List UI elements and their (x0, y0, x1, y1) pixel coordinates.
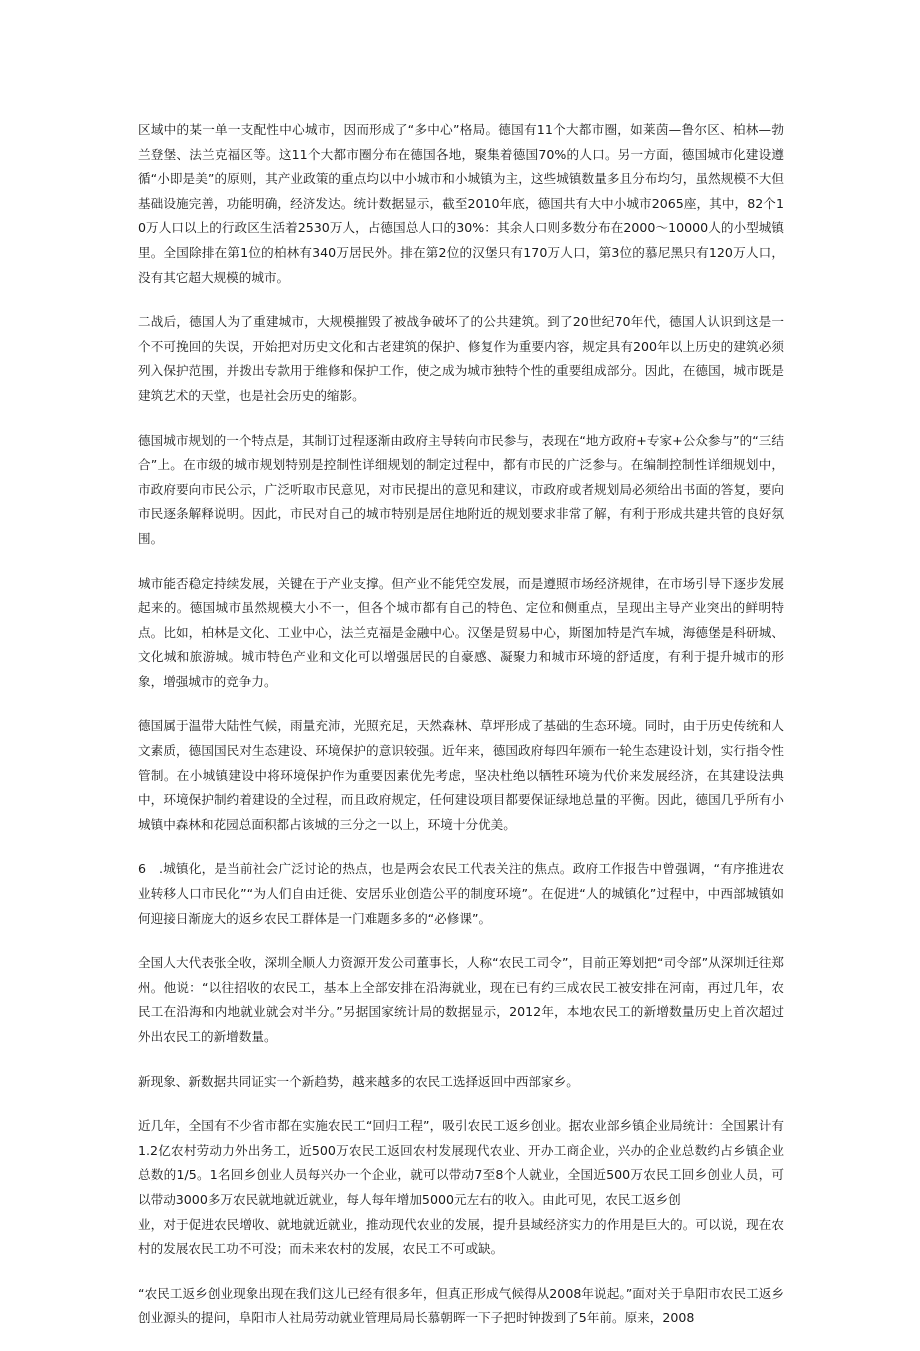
paragraph-urban-planning: 德国城市规划的一个特点是，其制订过程逐渐由政府主导转向市民参与，表现在“地方政府+专家+公众参与”的“三结合”上。在市级的城市规划特别是控制性详细规划的制定过程中，都有市民的广泛参与。在编制控制性详细规划中，市政府要向市民公示，广泛听取市民意见，对市民提出的意见和建议，市政府或者规划局必须给出书面的答复，要向市民逐条解释说明。因此，市民对自己的城市特别是居住地附近的规划要求非常了解，有利于形成共建共管的良好氛围。 (138, 432, 784, 546)
paragraph-new-trend: 新现象、新数据共同证实一个新趋势，越来越多的农民工选择返回中西部家乡。 (138, 1073, 579, 1089)
paragraph-fuyang: “农民工返乡创业现象出现在我们这儿已经有很多年，但真正形成气候得从2008年说起。”面对关于阜阳市农民工返乡创业源头的提问，阜阳市人社局劳动就业管理局局长慕朝晖一下子把时钟拨到了5年前。原来，2008 (138, 1285, 784, 1326)
paragraph-industry-support: 城市能否稳定持续发展，关键在于产业支撑。但产业不能凭空发展，而是遵照市场经济规律，在市场引导下逐步发展起来的。德国城市虽然规模大小不一，但各个城市都有自己的特色、定位和侧重点，呈现出主导产业突出的鲜明特点。比如，柏林是文化、工业中心，法兰克福是金融中心。汉堡是贸易中心，斯图加特是汽车城，海德堡是科研城、文化城和旅游城。城市特色产业和文化可以增强居民的自豪感、凝聚力和城市环境的舒适度，有利于提升城市的形象，增强城市的竞争力。 (138, 575, 784, 689)
paragraph-return-project: 近几年，全国有不少省市都在实施农民工“回归工程”，吸引农民工返乡创业。据农业部乡镇企业局统计：全国累计有1.2亿农村劳动力外出务工，近500万农民工返回农村发展现代农业、开办工商企业，兴办的企业总数约占乡镇企业总数的1/5。1名回乡创业人员每兴办一个企业，就可以带动7至8个人就业，全国近500万农民工回乡创业人员，可以带动3000多万农民就地就近就业，每人每年增加5000元左右的收入。由此可见，农民工返乡创 业，对于促进农民增收、就地就近就业，推动现代农业的发展，提升县域经济实力的作用是巨大的。可以说，现在农村的发展农民工功不可没；而未来农村的发展，农民工不可或缺。 (138, 1118, 784, 1257)
paragraph-postwar-preservation: 二战后，德国人为了重建城市，大规模摧毁了被战争破坏了的公共建筑。到了20世纪70年代，德国人认识到这是一个不可挽回的失误，开始把对历史文化和古老建筑的保护、修复作为重要内容，规定具有200年以上历史的建筑必须列入保护范围，并拨出专款用于维修和保护工作，使之成为城市独特个性的重要组成部分。因此，在德国，城市既是建筑艺术的天堂，也是社会历史的缩影。 (138, 314, 784, 403)
paragraph-germany-cities: 区域中的某一单一支配性中心城市，因而形成了“多中心”格局。德国有11个大都市圈，如莱茵—鲁尔区、柏林—勃兰登堡、法兰克福区等。这11个大都市圈分布在德国各地，聚集着德国70%的人口。另一方面，德国城市化建设遵循“小即是美”的原则，其产业政策的重点均以中小城市和小城镇为主，这些城镇数量多且分布均匀，虽然规模不大但基础设施完善，功能明确，经济发达。统计数据显示，截至2010年底，德国共有大中小城市2065座，其中，82个10万人口以上的行政区生活着2530万人，占德国总人口的30%：其余人口则多数分布在2000〜10000人的小型城镇里。全国除排在第1位的柏林有340万居民外。排在第2位的汉堡只有170万人口，第3位的慕尼黑只有120万人口，没有其它超大规模的城市。 (138, 122, 784, 285)
paragraph-migrant-commander: 全国人大代表张全收，深圳全顺人力资源开发公司董事长，人称“农民工司令”，目前正筹划把“司令部”从深圳迁往郑州。他说：“以往招收的农民工，基本上全部安排在沿海就业，现在已有约三成农民工被安排在河南，再过几年，农民工在沿海和内地就业就会对半分。”另据国家统计局的数据显示，2012年，本地农民工的新增数量历史上首次超过外出农民工的新增数量。 (138, 955, 784, 1044)
paragraph-urbanization: 6 .城镇化，是当前社会广泛讨论的热点，也是两会农民工代表关注的焦点。政府工作报告中曾强调，“有序推进农业转移人口市民化”“为人们自由迁徙、安居乐业创造公平的制度环境”。在促进“人的城镇化”过程中，中西部城镇如何迎接日渐庞大的返乡农民工群体是一门难题多多的“必修课”。 (138, 861, 784, 926)
document-page (138, 118, 784, 1351)
paragraph-ecology: 德国属于温带大陆性气候，雨量充沛，光照充足，天然森林、草坪形成了基础的生态环境。同时，由于历史传统和人文素质，德国国民对生态建设、环境保护的意识较强。近年来，德国政府每四年颁布一轮生态建设计划，实行指令性管制。在小城镇建设中将环境保护作为重要因素优先考虑，坚决杜绝以牺牲环境为代价来发展经济，在其建设法典中，环境保护制约着建设的全过程，而且政府规定，任何建设项目都要保证绿地总量的平衡。因此，德国几乎所有小城镇中森林和花园总面积都占该城的三分之一以上，环境十分优美。 (138, 718, 784, 832)
